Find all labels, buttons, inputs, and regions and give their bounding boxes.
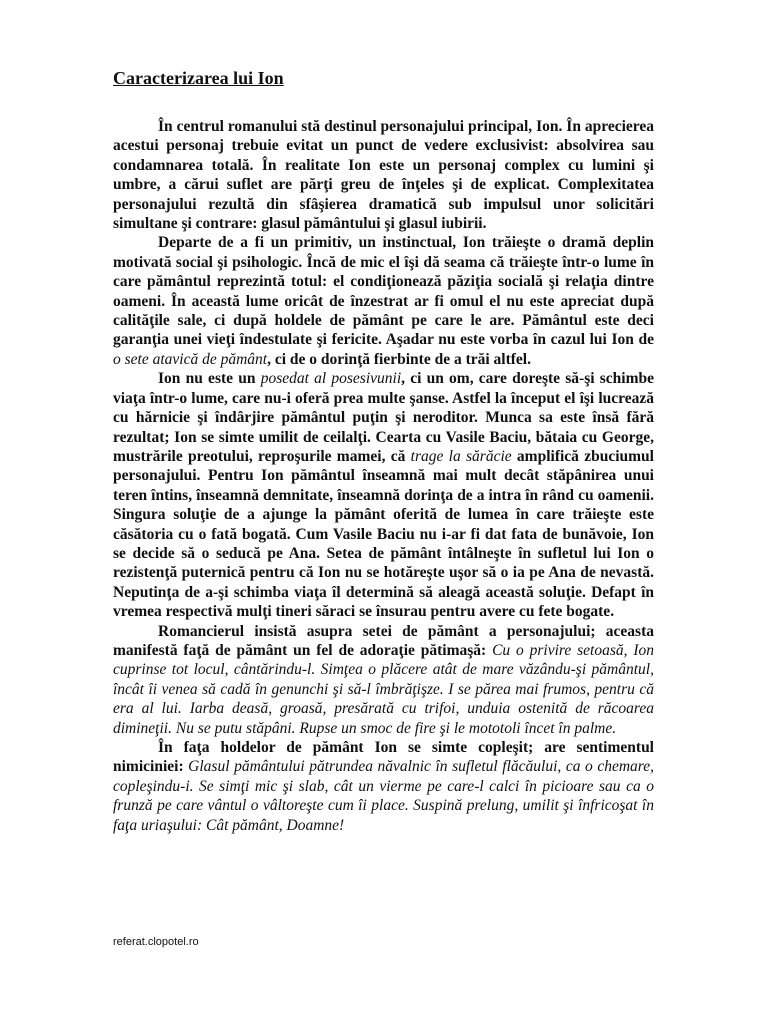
paragraph-3-italic-2: trage la sărăcie (410, 447, 512, 465)
paragraph-4 (113, 622, 654, 738)
paragraph-5 (113, 738, 654, 835)
document-title: Caracterizarea lui Ion (113, 68, 284, 88)
paragraph-4-quote: Cu o privire setoasă, Ion cuprinse tot locul, cântărindu-l. Simţea o plăcere atât de mare văzându-şi pământul, încât îi venea să cadă în genunchi şi să-l îmbrăţişze. I se părea mai frumos, pentru că era al lui. Iarba deasă, groasă, presărată cu trifoi, unduia ostenită de răcoarea dimineţii. Nu se putu stăpâni. Rupse un smoc de fire şi le mototoli încet în palme. (113, 641, 654, 737)
paragraph-2-text-a: Departe de a fi un primitiv, un instinctual, Ion trăieşte o dramă deplin motivată social şi psihologic. Încă de mic el îşi dă seama că trăieşte într-o lume în care pământul reprezintă totul: el condiţionează păziţia socială şi relaţia dintre oameni. În această lume oricât de înzestrat ar fi omul el nu este apreciat după calităţile sale, ci după holdele de pământ pe care le are. Pământul este deci garanţia unei vieţi îndestulate şi fericite. Aşadar nu este vorba în cazul lui Ion de (113, 234, 654, 349)
paragraph-3 (113, 369, 654, 621)
paragraph-2-text-c: , ci de o dorinţă fierbinte de a trăi altfel. (267, 350, 531, 368)
paragraph-2-italic: o sete atavică de pământ (113, 350, 268, 368)
paragraph-1: În centrul romanului stă destinul personajului principal, Ion. În aprecierea acestui personaj trebuie evitat un punct de vedere exclusivist: absolvirea sau condamnarea totală. În realitate Ion este un personaj complex cu lumini şi umbre, a cărui suflet are părţi greu de înţeles şi de explicat. Complexitatea personajului rezultă din sfâşierea dramatică sub impulsul unor solicitări simultane şi contrare: glasul pământului şi glasul iubirii. (113, 118, 654, 233)
paragraph-3-text-e: amplifică zbuciumul personajului. Pentru Ion pământul înseamnă mai mult decât stăpânirea unui teren întins, înseamnă demnitate, înseamnă dorinţa de a intra în rând cu oamenii. Singura soluţie de a ajunge la pământ oferită de lumea în care trăieşte este căsătoria cu o fată bogată. Cum Vasile Baciu nu i-ar fi dat fata de bunăvoie, Ion se decide să o seducă pe Ana. Setea de pământ întâlneşte în sufletul lui Ion o rezistenţă puternică pentru că Ion nu se hotăreşte uşor să o ia pe Ana de nevastă. Neputinţa de a-şi schimba viaţa îl determină să aleagă această soluţie. Defapt în vremea respectivă mulţi tineri săraci se însurau pentru avere cu fete bogate. (113, 447, 654, 621)
paragraph-3-text-c: , ci un om, care doreşte să-şi schimbe viaţa într-o lume, care nu-i oferă prea multe şanse. Astfel la început el îşi lucrează cu hărnicie şi îndârjire pământul puţin şi neroditor. Munca sa este însă fără rezultat; Ion se simte umilit de ceilalţi. Cearta cu Vasile Baciu, bătaia cu George, mustrările preotului, reproşurile mamei, că (113, 370, 654, 465)
paragraph-2 (113, 233, 654, 369)
document-body (113, 117, 654, 835)
paragraph-3-italic-1: posedat al posesivunii (260, 370, 402, 388)
paragraph-5-text-a: În faţa holdelor de pământ Ion se simte copleşit; are sentimentul nimiciniei: (113, 739, 654, 776)
paragraph-3-text-a: Ion nu este un (158, 370, 261, 388)
paragraph-4-text-a: Romancierul insistă asupra setei de pământ a personajului; aceasta manifestă faţă de pământ un fel de adoraţie pătimaşă: (113, 622, 654, 659)
paragraph-5-quote: Glasul pământului pătrundea năvalnic în sufletul flăcăului, ca o chemare, copleşindu-i. Se simţi mic şi slab, cât un vierme pe care-l calci în picioare sau ca o frunză pe care vântul o vâltoreşte cum îi place. Suspină prelung, umilit şi înfricoşat în faţa uriaşului: Cât pământ, Doamne! (113, 758, 654, 834)
source-footer: referat.clopotel.ro (113, 936, 199, 948)
